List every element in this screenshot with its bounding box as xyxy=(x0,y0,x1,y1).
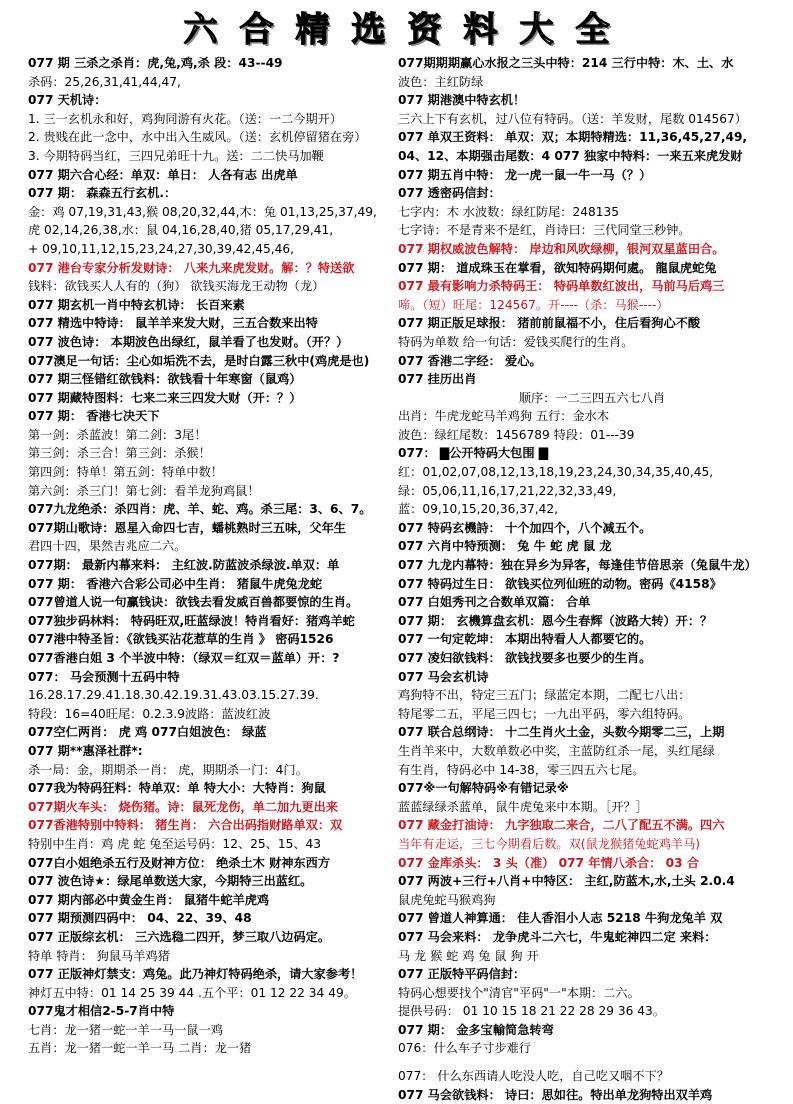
section-heading: 077 马会欲钱料： 诗曰：思如往。特出单龙狗特出双羊鸡 xyxy=(398,1087,713,1102)
section-heading: 077 期： 森森五行玄机.： xyxy=(28,186,177,201)
section-heading: 077 六肖中特预测： 兔 牛 蛇 虎 鼠 龙 xyxy=(398,539,612,554)
text-line: 特段：16=40旺尾：0.2.3.9波路：蓝波红波 xyxy=(28,706,271,721)
text-line: 波色：主红防绿 xyxy=(398,74,484,89)
text-line: 鸡狗特不出，特定三五门；绿蓝定本期，二配七八出： xyxy=(398,688,691,703)
section-heading: 077 期港澳中特玄机！ xyxy=(398,93,526,108)
text-line: 马 龙 猴 蛇 鸡 兔 鼠 狗 开 xyxy=(398,948,539,963)
section-heading: 077 期五肖中特： 龙一虎一鼠一牛一马（？） xyxy=(398,167,652,182)
text-line: 钱料：欲钱买人人有的（狗） 欲钱买海龙王动物（龙） xyxy=(28,279,325,294)
section-heading: 077 期**惠泽社群*: xyxy=(28,743,143,758)
text-line: 君四十四，果然吉兆应二六。 xyxy=(28,539,187,554)
section-heading: 077 透密码信封： xyxy=(398,186,501,201)
text-line: 神灯五中特：01 14 25 39 44 .五个平：01 12 22 34 49。 xyxy=(28,985,356,1000)
text-line: 啼。（短）旺尾：124567。开----（杀：马猴----） xyxy=(398,297,669,312)
text-line: 五肖：龙一猪一蛇一羊一马 二肖：龙一猪 xyxy=(28,1041,252,1056)
section-heading: 077空仁两肖： 虎 鸡 077白姐波色： 绿蓝 xyxy=(28,725,267,740)
text-line: 特码为单数 给一句话：爱钱买爬行的生肖。 xyxy=(398,334,634,349)
title-char: 大 xyxy=(519,9,554,50)
text-line: 七字诗：不是青来不是红，肖诗曰：三代同堂三秒钟。 xyxy=(398,223,691,238)
text-line: 有生肖，特码必中 14-38，零三四五六七尾。 xyxy=(398,762,645,777)
section-heading: 077白小姐绝杀五行及财神方位： 绝杀土木 财神东西方 xyxy=(28,855,331,870)
title-char: 精 xyxy=(295,9,330,50)
section-heading: 077曾道人说一句赢钱诀：欲钱去看发威百兽都要惊的生肖。 xyxy=(28,595,359,610)
spacer xyxy=(398,1058,786,1067)
section-heading: 077九龙绝杀：杀四肖：虎、羊、蛇、鸡。杀三尾：3、6、7。 xyxy=(28,502,372,517)
text-line: 红：01,02,07,08,12,13,18,19,23,24,30,34,35,40,45, xyxy=(398,465,714,480)
text-line: + 09,10,11,12,15,23,24,27,30,39,42,45,46, xyxy=(28,241,295,256)
section-heading: 077 正版综玄机： 三六选稳二四开，梦三取八边码定。 xyxy=(28,929,331,944)
section-heading: 077 期正版足球报： 猪前前鼠福不小，住后看狗心不酸 xyxy=(398,316,701,331)
section-heading: 077 期 三杀之杀肖：虎,兔,鸡,杀 段：43--49 xyxy=(28,56,283,70)
text-line: 蓝：09,10,15,20,36,37,42, xyxy=(398,502,559,517)
section-heading: 077 期： 玄機算盘玄机：恩今生春辉（波路大转）开：？ xyxy=(398,613,713,628)
text-line: 提供号码： 01 10 15 18 21 22 28 29 36 43。 xyxy=(398,1004,665,1019)
text-line: 蓝蓝绿绿杀蓝单，鼠牛虎兔来中本期。［开？］ xyxy=(398,799,648,814)
section-heading: 077 藏金打油诗： 九字独取二来合，二八了配五不满。四六 xyxy=(398,818,725,833)
left-column xyxy=(28,54,412,1074)
section-heading: 077 期： 金多宝輸简急转弯 xyxy=(398,1022,554,1037)
text-line: 特码心想要找个"清官"平码"一"本期：二六。 xyxy=(398,985,640,1000)
section-heading: 077 期： 香港六合彩公司必中生肖： 猪鼠牛虎兔龙蛇 xyxy=(28,576,323,591)
section-heading: 04、12、本期强击尾数：4 077 独家中特料：一来五来虎发财 xyxy=(398,148,743,163)
text-line: 第一剑：杀蓝波！第二剑：3尾！ xyxy=(28,427,207,442)
section-heading: 077港中特圣旨：《欲钱买沾花惹草的生肖 》 密码1526 xyxy=(28,632,334,647)
text-line: 绿：05,06,11,16,17,21,22,32,33,49, xyxy=(398,483,617,498)
page-title xyxy=(0,4,793,48)
section-heading: 077 一句定乾坤： 本期出特看人人都要它的。 xyxy=(398,632,652,647)
section-heading: 077香港白姐 3 个半波中特：（绿双＝红双＝蓝单）开：? xyxy=(28,651,340,665)
text-line: 杀一局：金，期期杀一肖： 虎，期期杀一门：4门。 xyxy=(28,762,308,777)
text-line: 第六剑：杀三门！第七剑：看羊龙狗鸡鼠！ xyxy=(28,483,260,498)
text-line: 16.28.17.29.41.18.30.42.19.31.43.03.15.27.39. xyxy=(28,688,319,703)
section-heading: 077 期预测四码中： 04、22、39、48 xyxy=(28,911,252,926)
text-line: 077： 什么东西请人吃没人吃，自己吃又咽不下？ xyxy=(398,1069,669,1084)
text-line: 特单 特肖： 狗鼠马羊鸡猪 xyxy=(28,948,170,963)
section-heading: 077 两波+三行+八肖+中特区： 主红,防蓝木,水,土头 2.0.4 xyxy=(398,874,735,889)
section-heading: 077 白姐秀刊之合数单双篇： 合单 xyxy=(398,595,591,610)
section-heading: 077 精选中特诗： 鼠羊羊来发大财，三五合数来出特 xyxy=(28,316,318,331)
section-heading: 077 正版特平码信封： xyxy=(398,967,526,982)
text-line: 第四剑：特单！第五剑：特单中数！ xyxy=(28,465,223,480)
section-heading: 077 期三怪错红欲钱料：欲钱看十年寒窗（鼠鸡） xyxy=(28,372,302,387)
title-char: 六 xyxy=(183,9,218,50)
text-line: 当年有走运，三七今期看后数。双(鼠龙猴猪兔蛇鸡羊马) xyxy=(398,836,701,851)
text-line: 顺序：一二三四五六七八肖 xyxy=(518,390,666,405)
section-heading: 077： 马会预测十五码中特 xyxy=(28,669,180,684)
text-line: 波色：绿红尾数：1456789 特段：01---39 xyxy=(398,427,635,442)
section-heading: 077期期期赢心水报之三头中特：214 三行中特：木、土、水 xyxy=(398,56,734,70)
section-heading: 077 联合总纲诗： 十二生肖火土金，头数今期零二三，上期 xyxy=(398,725,725,740)
text-line: 鼠虎兔蛇马猴鸡狗 xyxy=(398,892,496,907)
section-heading: 077： ▇公开特码大包围 ▇ xyxy=(398,446,549,461)
text-line: 七字内：木 水波数：绿红防尾：248135 xyxy=(398,204,620,219)
section-heading: 077 波色诗★：绿尾单数送大家，今期特三出蓝红。 xyxy=(28,874,313,889)
section-heading: 077期： 最新内幕来料： 主红波.防蓝波杀绿波.单双：单 xyxy=(28,558,340,573)
section-heading: 077 波色诗： 本期波色出绿红，鼠羊看了也发财。（开？） xyxy=(28,334,349,349)
section-heading: 077 金库杀头： 3 头（准） 077 年情八杀合： 03 合 xyxy=(398,855,700,870)
title-char: 全 xyxy=(575,9,610,50)
section-heading: 077 九龙内幕特：独在异乡为异客，每逢佳节倍思亲（兔鼠牛龙） xyxy=(398,558,757,573)
section-heading: 077 单双王资料： 单双：双；本期特精选：11,36,45,27,49, xyxy=(398,130,748,145)
title-char: 料 xyxy=(463,9,498,50)
section-heading: 077 期： 道成珠玉在掌看，欲知特码期何處。 龍鼠虎蛇兔 xyxy=(398,260,717,275)
text-line: 076：什么车子寸步难行 xyxy=(398,1041,531,1056)
section-heading: 077 曾道人神算通： 佳人香泪小人志 5218 牛狗龙兔羊 双 xyxy=(398,911,723,926)
text-line: 出肖：牛虎龙蛇马羊鸡狗 五行：金水木 xyxy=(398,409,610,424)
text-line: 生肖羊来中，大数单数必中奖，主蓝防红杀一尾，头红尾绿 xyxy=(398,743,715,758)
text-line: 虎 02,14,26,38,水：鼠 04,16,28,40,猪 05,17,29,41, xyxy=(28,223,334,238)
text-line: 1. 三一玄机永和好，鸡狗同游有火花。（送：一二今期开） xyxy=(28,111,343,126)
text-line: 杀码：25,26,31,41,44,47, xyxy=(28,74,181,89)
section-heading: 077期火车头： 烧伤猪。诗：鼠死龙伤，单二加九更出来 xyxy=(28,799,338,814)
title-char: 资 xyxy=(407,9,442,50)
section-heading: 077 期藏特图料：七来二来三四发大财（开：？） xyxy=(28,390,302,405)
section-heading: 077 马会来料： 龙争虎斗二六七，牛鬼蛇神四二定 来料： xyxy=(398,929,717,944)
right-column xyxy=(398,54,786,1102)
title-char: 合 xyxy=(239,9,274,50)
text-line: 2. 贵贱在此一念中，水中出入生威风。（送：玄机停留猪在旁） xyxy=(28,130,367,145)
section-heading: 077 港台专家分析发财诗： 八来九来虎发财。解：？特送欲 xyxy=(28,260,355,275)
section-heading: 077 马会玄机诗 xyxy=(398,669,489,684)
section-heading: 077 期玄机一肖中特玄机诗： 长百来素 xyxy=(28,297,245,312)
text-line: 三六上下有玄机，过八位有特码。（送：羊发财，尾数 014567） xyxy=(398,111,747,126)
section-heading: 077澳足一句话：尘心如垢洗不去，是时白露三秋中(鸡虎是也) xyxy=(28,353,370,368)
section-heading: 077 正版神灯禁支：鸡兔。此乃神灯特码绝杀，请大家参考！ xyxy=(28,967,363,982)
section-heading: 077 期内部必中黄金生肖： 鼠猪牛蛇羊虎鸡 xyxy=(28,892,270,907)
text-line: 特尾零二五，平尾三四七；一九出平码，零六组特码。 xyxy=(398,706,691,721)
section-heading: 077 天机诗： xyxy=(28,93,107,108)
section-heading: 077 期六合心经：单双：单日： 人各有志 出虎单 xyxy=(28,167,298,182)
title-char: 选 xyxy=(351,9,386,50)
section-heading: 077我为特码狂料：特单双：单 特大小：大特肖：狗鼠 xyxy=(28,781,326,796)
text-line: 特别中生肖：鸡 虎 蛇 兔至运号码：12、25、15、43 xyxy=(28,836,322,851)
section-heading: 077独步码林料： 特码旺双,旺蓝绿波！特肖看好：猪鸡羊蛇 xyxy=(28,613,355,628)
section-heading: 077 挂历出肖 xyxy=(398,372,477,387)
section-heading: 077 凌妇欲钱料： 欲钱找要多也要少的生肖。 xyxy=(398,651,652,665)
text-line: 第三剑：杀三合！第三剑：杀猴！ xyxy=(28,446,211,461)
section-heading: 077 最有影响力杀特码王： 特码单数红波出，马前马后鸡三 xyxy=(398,279,725,294)
text-line: 七肖：龙一猪一蛇一羊一马一鼠一鸡 xyxy=(28,1022,223,1037)
text-line: 金：鸡 07,19,31,43,猴 08,20,32,44,木：兔 01,13,25,37,49, xyxy=(28,204,377,219)
section-heading: 077 特码过生日： 欲钱买位列仙班的动物。密码《4158》 xyxy=(398,576,722,591)
section-heading: 077鬼才相信2-5-7肖中特 xyxy=(28,1004,175,1019)
section-heading: 077※一句解特码※有错记录※ xyxy=(398,781,569,796)
section-heading: 077香港特别中特料： 猪生肖： 六合出码指财路单双：双 xyxy=(28,818,343,833)
section-heading: 077期山歌诗：恩星入命四七吉，蟠桃熟时三五味，父年生 xyxy=(28,520,346,535)
text-line: 3. 今期特码当红，三四兄弟旺十九。送：二二快马加鞭 xyxy=(28,148,324,163)
section-heading: 077 特码玄機詩： 十个加四个，八个减五个。 xyxy=(398,520,652,535)
section-heading: 077 香港二字经： 爱心。 xyxy=(398,353,542,368)
section-heading: 077 期： 香港七决天下 xyxy=(28,409,160,424)
section-heading: 077 期权威波色解特： 岸边和风吹绿柳，银河双星蓝田合。 xyxy=(398,241,725,256)
